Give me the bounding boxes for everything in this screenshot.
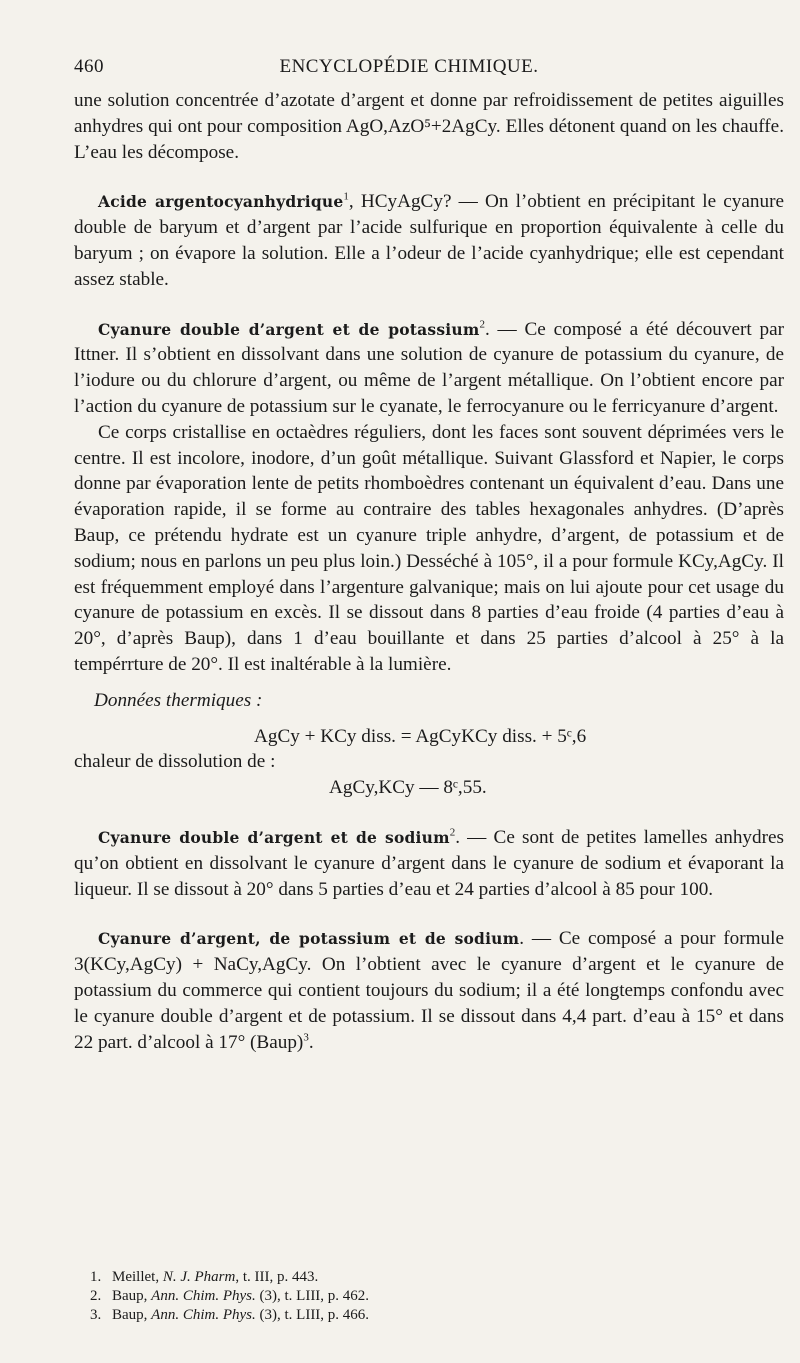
equation-1: AgCy + KCy diss. = AgCyKCy diss. + 5ᶜ,6	[254, 725, 587, 747]
footnote-ref: 1	[343, 191, 349, 203]
footnote-journal: N. J. Pharm	[162, 1269, 236, 1285]
section-cyanure-argent-potassium	[74, 317, 784, 420]
footnote-ref: (3), t. LIII, p. 462.	[255, 1288, 370, 1304]
section-heading: Acide argentocyanhydrique	[98, 192, 344, 212]
footnote-journal: Ann. Chim. Phys.	[151, 1288, 256, 1304]
footnote-1	[90, 1268, 730, 1287]
footnote-ref: (3), t. LIII, p. 466.	[255, 1307, 370, 1323]
footnote-journal: Ann. Chim. Phys.	[151, 1307, 256, 1323]
footnotes	[90, 1268, 730, 1325]
paragraph-crystallisation: Ce corps cristallise en octaèdres réguliers, dont les faces sont souvent déprimées vers le centre. Il est incolore, inodore, d’un goût métallique. Suivant Glassford et Napier, le corps donne par évaporation lente de petits rhomboèdres contenant un équivalent d’eau. Dans une évaporation rapide, il se forme au contraire des tables hexagonales anhydres. (D’après Baup, ce prétendu hydrate est un cyanure triple anhydre, d’argent, de potassium et de sodium; nous en parlons un peu plus loin.) Desséché à 105°, il a pour formule KCy,AgCy. Il est fréquemment employé dans l’argenture galvanique; mais on lui ajoute pour cet usage du cyanure de potassium en excès. Il se dissout dans 8 parties d’eau froide (4 parties d’eau à 20°, d’après Baup), dans 1 d’eau bouillante et dans 25 parties d’alcool à 25° à la tempérrture de 20°. Il est inaltérable à la lumière.	[74, 421, 784, 675]
section-end: .	[308, 1031, 314, 1053]
footnote-number: 1.	[90, 1269, 102, 1285]
footnote-number: 2.	[90, 1288, 102, 1304]
footnote-author: Meillet,	[112, 1269, 163, 1285]
section-cyanure-argent-sodium	[74, 825, 784, 902]
footnote-number: 3.	[90, 1307, 102, 1323]
thermal-data-label: Données thermiques :	[94, 689, 263, 711]
footnote-ref: 2	[449, 826, 456, 839]
equation-2: AgCy,KCy — 8ᶜ,55.	[329, 777, 487, 799]
page-number: 460	[74, 56, 104, 77]
section-text: , HCyAgCy? — On l’obtient en précipitant le cyanure double de baryum et d’argent par l’acide sulfurique en proportion équivalente à celle du baryum ; on évapore la solution. Elle a l’odeur de l’acide cyanhydrique; elle est cependant assez stable.	[74, 191, 784, 290]
footnote-author: Baup,	[112, 1307, 152, 1323]
section-text: . — Ce sont de petites lamelles anhydres qu’on obtient en dissolvant le cyanure d’argent dans le cyanure de sodium et évaporant la liqueur. Il se dissout à 20° dans 5 parties d’eau et 24 parties d’alcool à 85 pour 100.	[74, 826, 784, 900]
body-text	[74, 88, 784, 1055]
section-cyanure-triple	[74, 926, 784, 1055]
footnote-2	[90, 1287, 730, 1306]
section-text: . — Ce composé a été découvert par Ittner. Il s’obtient en dissolvant dans une solution de cyanure de potassium du cyanure, de l’iodure ou du chlorure d’argent, ou même de l’argent métallique. On l’obtient encore par l’action du cyanure de potassium sur le cyanate, le ferrocyanure ou le ferricyanure d’argent.	[74, 318, 785, 417]
footnote-ref: 2	[479, 318, 485, 331]
heat-label: chaleur de dissolution de :	[74, 751, 276, 773]
section-argentocyanhydrique	[74, 189, 784, 292]
footnote-ref: 3	[303, 1031, 309, 1044]
footnote-3	[90, 1306, 730, 1325]
intro-paragraph: une solution concentrée d’azotate d’argent et donne par refroidissement de petites aiguilles anhydres qui ont pour composition AgO,AzO⁵+2AgCy. Elles détonent quand on les chauffe. L’eau les décompose.	[74, 90, 784, 163]
footnote-ref: , t. III, p. 443.	[235, 1269, 319, 1285]
section-heading: Cyanure double d’argent et de potassium	[98, 319, 480, 339]
page-header	[74, 56, 744, 82]
section-text: . — Ce composé a pour formule 3(KCy,AgCy) + NaCy,AgCy. On l’obtient avec le cyanure d’argent et le cyanure de potassium du commerce qui contient toujours du sodium; il a été longtemps confondu avec le cyanure double d’argent et de potassium. Il se dissout dans 4,4 part. d’eau à 15° et dans 22 part. d’alcool à 17° (Baup)	[74, 928, 785, 1053]
section-heading: Cyanure double d’argent et de sodium	[98, 827, 450, 847]
footnote-author: Baup,	[112, 1288, 152, 1304]
section-heading: Cyanure d’argent, de potassium et de sodium	[98, 929, 520, 949]
running-title: ENCYCLOPÉDIE CHIMIQUE.	[279, 56, 539, 77]
